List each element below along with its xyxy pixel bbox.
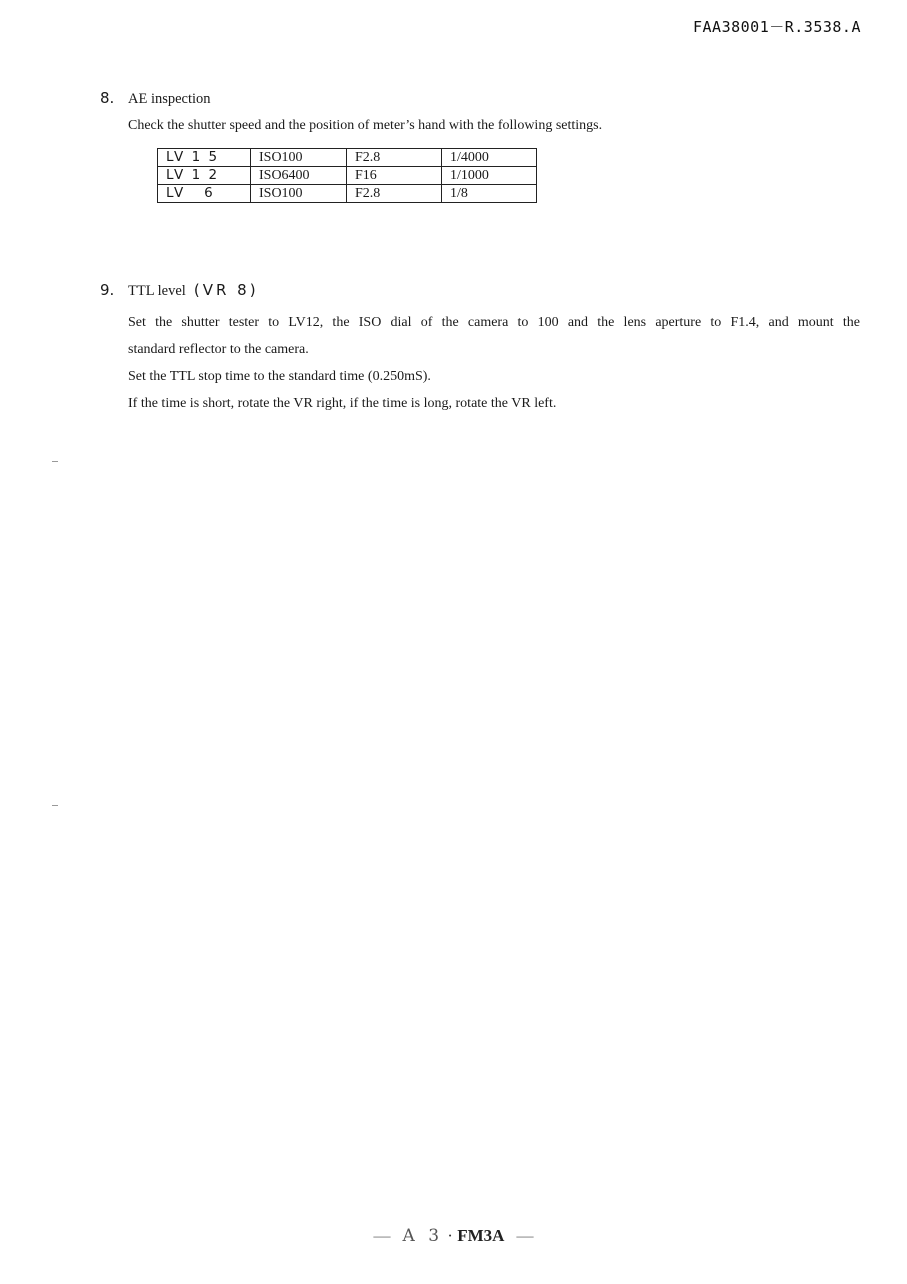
section-body — [128, 118, 602, 134]
table-cell-aperture: F2.8 — [347, 149, 442, 167]
table-cell-shutter: 1/4000 — [442, 149, 537, 167]
section-title: TTL level — [128, 283, 186, 299]
table-cell-aperture: F16 — [347, 167, 442, 185]
table-cell-lv: LV 1 5 — [158, 149, 251, 167]
paragraph: If the time is short, rotate the VR right, if the time is long, rotate the VR left. — [128, 396, 557, 411]
scan-mark — [52, 461, 58, 462]
page-number: A 3 — [402, 1226, 444, 1246]
page-footer — [0, 1226, 907, 1246]
table-cell-lv: LV 6 — [158, 185, 251, 203]
footer-dash: — — [516, 1226, 534, 1245]
table-cell-iso: ISO100 — [251, 149, 347, 167]
footer-dash: — — [373, 1226, 391, 1245]
section-number: 8. — [100, 89, 115, 107]
table-cell-iso: ISO100 — [251, 185, 347, 203]
model-name: FM3A — [457, 1226, 505, 1245]
scan-mark — [52, 805, 58, 806]
footer-separator: · — [447, 1226, 453, 1245]
document-id: FAA38001－R.3538.A — [693, 18, 861, 36]
table-row — [158, 149, 537, 167]
table-cell-iso: ISO6400 — [251, 167, 347, 185]
paragraph: Check the shutter speed and the position of meter’s hand with the following settings. — [128, 118, 603, 133]
section-title: AE inspection — [128, 91, 211, 107]
settings-table — [157, 148, 537, 203]
table-cell-shutter: 1/8 — [442, 185, 537, 203]
section-ae-inspection — [100, 88, 602, 134]
section-number: 9. — [100, 281, 115, 299]
table-row — [158, 185, 537, 203]
table-row — [158, 167, 537, 185]
section-heading — [100, 280, 860, 301]
table-cell-shutter: 1/1000 — [442, 167, 537, 185]
table-cell-aperture: F2.8 — [347, 185, 442, 203]
paragraph: Set the shutter tester to LV12, the ISO dial of the camera to 100 and the lens aperture to F1.4, and mount the — [128, 315, 860, 330]
section-body — [128, 309, 860, 417]
section-ttl-level — [100, 280, 860, 417]
table-cell-lv: LV 1 2 — [158, 167, 251, 185]
section-subtitle: (VR 8) — [193, 281, 259, 299]
paragraph: Set the TTL stop time to the standard time (0.250mS). — [128, 369, 431, 384]
paragraph: standard reflector to the camera. — [128, 342, 309, 357]
section-heading — [100, 88, 602, 109]
